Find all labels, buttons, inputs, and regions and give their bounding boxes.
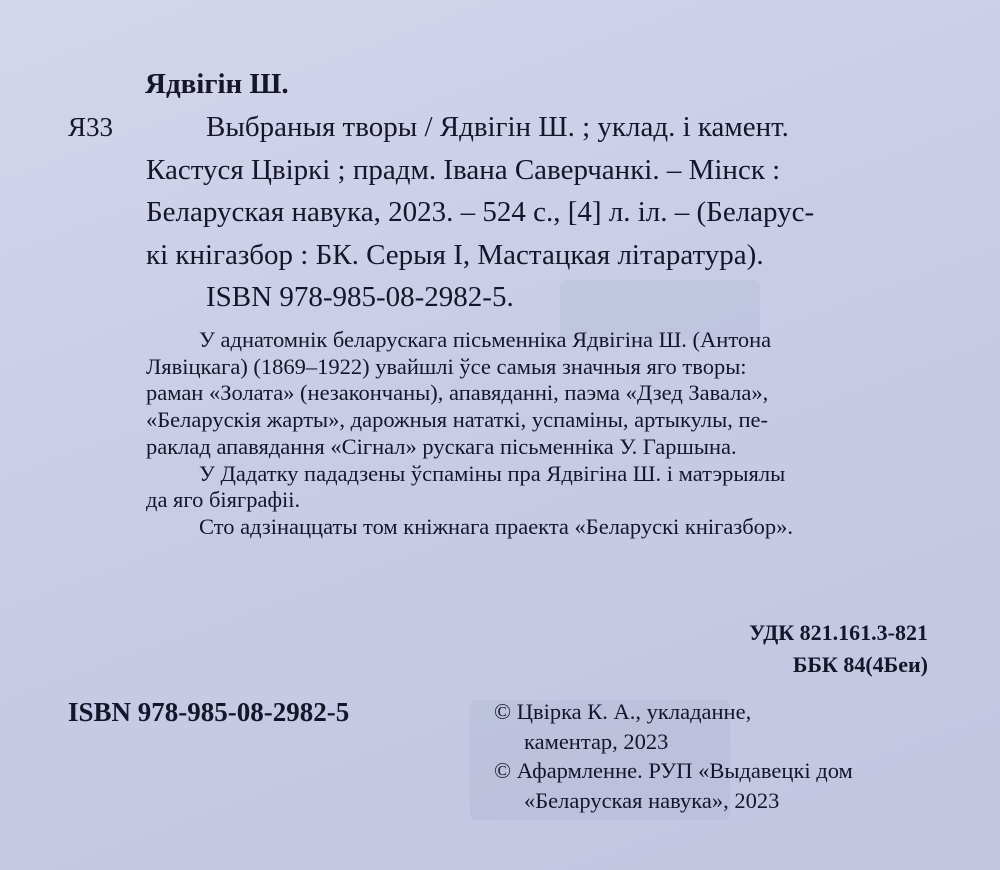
copyright-line: «Беларуская навука», 2023	[524, 787, 780, 813]
bibliographic-description	[146, 106, 946, 319]
copyright-block	[494, 697, 853, 815]
isbn-number: ISBN 978-985-08-2982-5	[68, 697, 350, 727]
annotation-line: «Беларускія жарты», дарожныя нататкі, успаміны, артыкулы, пе-	[146, 407, 768, 433]
catalog-code: Я33	[68, 112, 114, 142]
biblio-line: кі кнігазбор : БК. Серыя І, Мастацкая літаратура).	[146, 238, 764, 271]
copyright-line: © Афармленне. РУП «Выдавецкі дом	[494, 758, 853, 783]
biblio-line: Беларуская навука, 2023. – 524 с., [4] л. іл. – (Беларус-	[146, 196, 815, 228]
copyright-line: © Цвірка К. А., укладанне,	[494, 699, 752, 724]
biblio-line: Выбраныя творы / Ядвігін Ш. ; уклад. і камент.	[206, 111, 789, 143]
annotation-line: раклад апавядання «Сігнал» рускага пісьменніка У. Гаршына.	[146, 433, 737, 459]
annotation-line: Лявіцкага) (1869–1922) увайшлі ўсе самыя значныя яго творы:	[146, 353, 747, 379]
copyright-line: каментар, 2023	[524, 728, 669, 754]
annotation-line: У аднатомнік беларускага пісьменніка Ядвігіна Ш. (Антона	[199, 327, 772, 352]
biblio-line: Кастуся Цвіркі ; прадм. Івана Саверчанкі. – Мінск :	[146, 153, 781, 186]
annotation	[146, 327, 946, 541]
biblio-isbn-line: ISBN 978-985-08-2982-5.	[206, 281, 514, 313]
annotation-line: да яго біяграфіі.	[146, 487, 301, 513]
author-heading: Ядвігін Ш.	[145, 68, 289, 100]
bbk-code: ББК 84(4Беи)	[792, 652, 928, 677]
annotation-line: У Дадатку пададзены ўспаміны пра Ядвігіна Ш. і матэрыялы	[199, 460, 786, 486]
annotation-line: раман «Золата» (незакончаны), апавяданні, паэма «Дзед Завала»,	[146, 380, 769, 406]
annotation-line: Сто адзінаццаты том кніжнага праекта «Беларускі кнігазбор».	[199, 513, 794, 539]
udk-code: УДК 821.161.3-821	[749, 620, 928, 645]
